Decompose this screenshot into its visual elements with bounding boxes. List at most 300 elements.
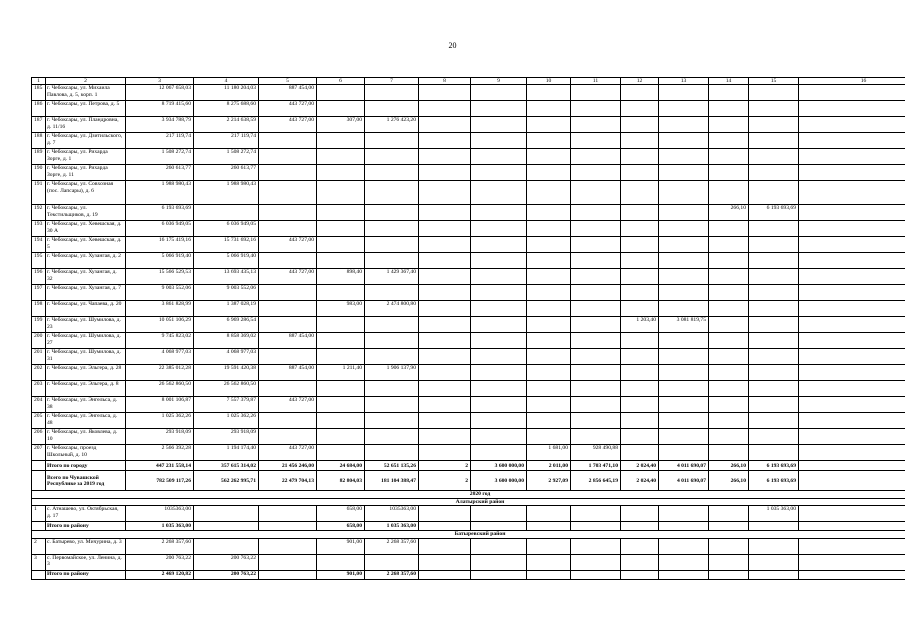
value-cell	[419, 413, 471, 429]
value-cell	[527, 397, 571, 413]
value-cell: 443 727,00	[259, 101, 317, 117]
value-cell	[799, 429, 905, 445]
value-cell	[527, 205, 571, 221]
value-cell	[659, 205, 709, 221]
value-cell: 887 454,00	[259, 333, 317, 349]
value-cell	[317, 429, 365, 445]
value-cell	[419, 429, 471, 445]
value-cell: 4 011 690,07	[659, 461, 709, 471]
total-row	[32, 522, 905, 531]
section-heading: Батыревский район	[32, 531, 905, 538]
table-row	[32, 381, 905, 397]
value-cell	[571, 133, 621, 149]
value-cell	[659, 445, 709, 461]
address-cell: г. Чебоксары, ул. Совхозная (пос. Лапсары), д. 6	[46, 181, 126, 205]
value-cell	[419, 538, 471, 554]
value-cell: 1 035 363,00	[365, 522, 419, 531]
value-cell	[419, 397, 471, 413]
value-cell	[621, 221, 659, 237]
page-number: 20	[448, 41, 457, 50]
value-cell: 1 988 980,43	[126, 181, 194, 205]
value-cell: 217 119,74	[126, 133, 194, 149]
value-cell	[571, 85, 621, 101]
value-cell	[259, 413, 317, 429]
value-cell	[365, 333, 419, 349]
column-number-row	[32, 78, 905, 85]
value-cell	[799, 381, 905, 397]
value-cell: 19 591 420,38	[194, 365, 259, 381]
capital-repair-table	[31, 77, 905, 580]
row-number: 191	[32, 181, 46, 205]
value-cell	[365, 445, 419, 461]
row-number: 190	[32, 165, 46, 181]
row-number: 201	[32, 349, 46, 365]
value-cell	[471, 165, 527, 181]
value-cell	[259, 285, 317, 301]
value-cell: 2 469 120,82	[126, 570, 194, 579]
value-cell	[621, 205, 659, 221]
value-cell	[527, 554, 571, 570]
address-cell: г. Чебоксары, ул. Шумилова, д. 31	[46, 349, 126, 365]
value-cell	[659, 133, 709, 149]
value-cell: 7 557 379,87	[194, 397, 259, 413]
table-row	[32, 301, 905, 317]
value-cell: 3 934 788,79	[126, 117, 194, 133]
value-cell: 1 429 367,40	[365, 269, 419, 285]
value-cell	[749, 253, 799, 269]
address-cell: с. Батырево, ул. Мичурина, д. 3	[46, 538, 126, 554]
column-number: 10	[527, 78, 571, 85]
value-cell	[749, 381, 799, 397]
value-cell: 10 051 106,29	[126, 317, 194, 333]
value-cell	[471, 149, 527, 165]
value-cell	[365, 101, 419, 117]
section-heading-row	[32, 498, 905, 505]
address-cell: Итого по району	[46, 522, 126, 531]
value-cell	[471, 570, 527, 579]
value-cell	[659, 429, 709, 445]
value-cell	[527, 317, 571, 333]
total-row	[32, 461, 905, 471]
value-cell: 658,00	[317, 522, 365, 531]
value-cell: 1 194 174,40	[194, 445, 259, 461]
value-cell	[749, 554, 799, 570]
value-cell: 3 600 000,00	[471, 471, 527, 491]
value-cell	[471, 349, 527, 365]
row-number	[32, 570, 46, 579]
value-cell	[471, 237, 527, 253]
row-number: 194	[32, 237, 46, 253]
value-cell: 15 566 529,53	[126, 269, 194, 285]
value-cell	[571, 365, 621, 381]
address-cell: г. Чебоксары, ул. Хузангая, д. 32	[46, 269, 126, 285]
value-cell	[527, 165, 571, 181]
value-cell: 26 562 860,50	[194, 381, 259, 397]
value-cell: 16 175 419,16	[126, 237, 194, 253]
value-cell	[571, 397, 621, 413]
value-cell: 5 066 919,40	[126, 253, 194, 269]
value-cell	[419, 381, 471, 397]
value-cell	[709, 413, 749, 429]
value-cell	[709, 269, 749, 285]
value-cell: 443 727,00	[259, 445, 317, 461]
value-cell	[709, 349, 749, 365]
value-cell	[527, 333, 571, 349]
value-cell	[471, 221, 527, 237]
value-cell	[259, 522, 317, 531]
row-number	[32, 522, 46, 531]
address-cell: г. Чебоксары, ул. Михаила Павлова, д. 5, корп. 1	[46, 85, 126, 101]
value-cell	[571, 413, 621, 429]
value-cell: 260 613,77	[126, 165, 194, 181]
column-number: 12	[621, 78, 659, 85]
value-cell	[621, 117, 659, 133]
address-cell: г. Чебоксары, ул. Дзитильского, д. 7	[46, 133, 126, 149]
value-cell	[709, 301, 749, 317]
address-cell: г. Чебоксары, ул. Яковлева, д. 10	[46, 429, 126, 445]
value-cell: 200 763,22	[126, 554, 194, 570]
value-cell	[659, 117, 709, 133]
value-cell	[571, 285, 621, 301]
value-cell	[799, 253, 905, 269]
row-number: 192	[32, 205, 46, 221]
table-row	[32, 333, 905, 349]
column-number: 2	[46, 78, 126, 85]
value-cell: 6 193 693,69	[749, 471, 799, 491]
value-cell	[419, 285, 471, 301]
value-cell: 21 456 246,00	[259, 461, 317, 471]
value-cell	[527, 253, 571, 269]
table-row	[32, 117, 905, 133]
value-cell	[527, 133, 571, 149]
value-cell	[571, 554, 621, 570]
value-cell	[365, 381, 419, 397]
value-cell	[471, 445, 527, 461]
value-cell	[571, 429, 621, 445]
value-cell	[749, 522, 799, 531]
address-cell: Всего по Чувашской Республике за 2019 год	[46, 471, 126, 491]
value-cell: 8 719 415,60	[126, 101, 194, 117]
value-cell	[527, 365, 571, 381]
value-cell	[527, 221, 571, 237]
value-cell	[799, 397, 905, 413]
row-number: 195	[32, 253, 46, 269]
value-cell	[259, 554, 317, 570]
value-cell	[194, 538, 259, 554]
value-cell	[527, 269, 571, 285]
row-number: 193	[32, 221, 46, 237]
value-cell	[799, 205, 905, 221]
address-cell: г. Чебоксары, ул. Рихарда Зорге, д. 11	[46, 165, 126, 181]
column-number: 16	[799, 78, 905, 85]
value-cell	[799, 538, 905, 554]
row-number	[32, 461, 46, 471]
value-cell	[365, 181, 419, 205]
table-row	[32, 85, 905, 101]
value-cell	[749, 149, 799, 165]
value-cell	[527, 181, 571, 205]
value-cell	[749, 101, 799, 117]
value-cell	[621, 397, 659, 413]
value-cell: 1 387 028,19	[194, 301, 259, 317]
value-cell	[365, 205, 419, 221]
value-cell	[259, 253, 317, 269]
value-cell: 1035363,00	[365, 506, 419, 522]
value-cell	[471, 101, 527, 117]
value-cell	[317, 317, 365, 333]
value-cell: 562 262 995,71	[194, 471, 259, 491]
value-cell	[571, 570, 621, 579]
address-cell: с. Атнашево, ул. Октябрьская, д. 17	[46, 506, 126, 522]
value-cell	[799, 317, 905, 333]
value-cell	[709, 554, 749, 570]
value-cell	[365, 285, 419, 301]
value-cell	[709, 181, 749, 205]
value-cell	[317, 181, 365, 205]
address-cell: Итого по городу	[46, 461, 126, 471]
value-cell	[621, 101, 659, 117]
value-cell: 13 693 435,13	[194, 269, 259, 285]
table-row	[32, 221, 905, 237]
value-cell	[527, 237, 571, 253]
value-cell	[799, 285, 905, 301]
value-cell	[799, 133, 905, 149]
value-cell	[259, 165, 317, 181]
value-cell	[571, 538, 621, 554]
value-cell: 983,00	[317, 301, 365, 317]
value-cell: 266,10	[709, 471, 749, 491]
value-cell	[659, 522, 709, 531]
value-cell: 1 906 137,90	[365, 365, 419, 381]
value-cell	[419, 117, 471, 133]
value-cell	[419, 237, 471, 253]
value-cell	[365, 149, 419, 165]
value-cell	[317, 397, 365, 413]
value-cell	[659, 413, 709, 429]
value-cell	[419, 554, 471, 570]
value-cell	[571, 317, 621, 333]
value-cell	[419, 101, 471, 117]
value-cell	[317, 101, 365, 117]
value-cell	[317, 349, 365, 365]
value-cell: 200 763,22	[194, 554, 259, 570]
value-cell	[621, 149, 659, 165]
row-number: 206	[32, 429, 46, 445]
address-cell: г. Чебоксары, ул. Эльгера, д. 28	[46, 365, 126, 381]
column-number: 7	[365, 78, 419, 85]
value-cell	[527, 149, 571, 165]
value-cell	[471, 181, 527, 205]
value-cell	[471, 333, 527, 349]
value-cell	[799, 165, 905, 181]
row-number: 203	[32, 381, 46, 397]
value-cell: 1 508 272,74	[194, 149, 259, 165]
address-cell: г. Чебоксары, ул. Энгельса, д. 38	[46, 397, 126, 413]
value-cell	[799, 181, 905, 205]
address-cell: г. Чебоксары, ул. Чапаева, д. 20	[46, 301, 126, 317]
value-cell: 2 856 645,19	[571, 471, 621, 491]
row-number: 185	[32, 85, 46, 101]
value-cell	[471, 538, 527, 554]
value-cell	[659, 381, 709, 397]
value-cell	[527, 285, 571, 301]
column-number: 14	[709, 78, 749, 85]
value-cell	[621, 85, 659, 101]
value-cell	[571, 349, 621, 365]
table-row	[32, 149, 905, 165]
value-cell: 8 001 106,87	[126, 397, 194, 413]
address-cell: г. Чебоксары, ул. Шумилова, д. 23	[46, 317, 126, 333]
value-cell	[749, 221, 799, 237]
value-cell	[659, 285, 709, 301]
value-cell	[471, 522, 527, 531]
section-heading-row	[32, 531, 905, 538]
value-cell: 901,00	[317, 538, 365, 554]
value-cell	[749, 445, 799, 461]
value-cell	[317, 333, 365, 349]
value-cell	[621, 237, 659, 253]
value-cell	[749, 349, 799, 365]
value-cell	[799, 301, 905, 317]
address-cell: г. Чебоксары, ул. Шумилова, д. 27	[46, 333, 126, 349]
table-row	[32, 133, 905, 149]
table-row	[32, 413, 905, 429]
value-cell	[471, 429, 527, 445]
total-row	[32, 570, 905, 579]
value-cell	[709, 333, 749, 349]
value-cell	[471, 413, 527, 429]
value-cell: 1 681,00	[527, 445, 571, 461]
value-cell: 2 474 800,80	[365, 301, 419, 317]
value-cell: 5 066 919,40	[194, 253, 259, 269]
row-number: 199	[32, 317, 46, 333]
value-cell	[709, 165, 749, 181]
value-cell	[419, 522, 471, 531]
value-cell: 6 193 693,69	[126, 205, 194, 221]
value-cell	[621, 301, 659, 317]
value-cell: 1 703 471,10	[571, 461, 621, 471]
value-cell	[621, 381, 659, 397]
value-cell: 266,10	[709, 461, 749, 471]
value-cell: 9 003 552,06	[126, 285, 194, 301]
value-cell	[471, 301, 527, 317]
value-cell	[799, 85, 905, 101]
value-cell	[259, 149, 317, 165]
value-cell	[799, 269, 905, 285]
value-cell	[709, 381, 749, 397]
value-cell	[259, 205, 317, 221]
table-row	[32, 317, 905, 333]
value-cell: 6 193 693,69	[749, 205, 799, 221]
value-cell	[749, 429, 799, 445]
value-cell	[259, 133, 317, 149]
value-cell	[419, 181, 471, 205]
value-cell	[365, 165, 419, 181]
value-cell: 2 024,40	[621, 471, 659, 491]
address-cell: г. Чебоксары, ул. Пландровна, д. 11/16	[46, 117, 126, 133]
value-cell: 2 268 357,60	[365, 570, 419, 579]
table-row	[32, 253, 905, 269]
value-cell	[527, 301, 571, 317]
value-cell	[571, 506, 621, 522]
value-cell	[749, 285, 799, 301]
column-number: 11	[571, 78, 621, 85]
value-cell: 24 684,00	[317, 461, 365, 471]
value-cell	[749, 181, 799, 205]
value-cell: 3 600 000,00	[471, 461, 527, 471]
value-cell	[317, 285, 365, 301]
value-cell: 4 068 977,03	[194, 349, 259, 365]
value-cell: 447 231 558,14	[126, 461, 194, 471]
value-cell: 443 727,00	[259, 269, 317, 285]
value-cell	[659, 269, 709, 285]
value-cell	[259, 429, 317, 445]
address-cell: г. Чебоксары, ул. Рихарда Зорге, д. 1	[46, 149, 126, 165]
table-row	[32, 285, 905, 301]
value-cell	[419, 269, 471, 285]
value-cell	[527, 429, 571, 445]
row-number: 204	[32, 397, 46, 413]
value-cell: 1 203,40	[621, 317, 659, 333]
value-cell	[317, 165, 365, 181]
value-cell: 2 214 638,59	[194, 117, 259, 133]
value-cell	[571, 117, 621, 133]
value-cell	[659, 181, 709, 205]
value-cell	[621, 133, 659, 149]
row-number: 205	[32, 413, 46, 429]
value-cell: 1 035 363,00	[749, 506, 799, 522]
value-cell	[419, 221, 471, 237]
value-cell	[799, 522, 905, 531]
table-row	[32, 445, 905, 461]
value-cell	[799, 117, 905, 133]
row-number: 197	[32, 285, 46, 301]
value-cell: 217 119,74	[194, 133, 259, 149]
row-number: 186	[32, 101, 46, 117]
value-cell	[621, 538, 659, 554]
value-cell: 901,00	[317, 570, 365, 579]
value-cell	[317, 381, 365, 397]
value-cell	[471, 253, 527, 269]
value-cell	[709, 317, 749, 333]
value-cell	[749, 85, 799, 101]
column-number: 6	[317, 78, 365, 85]
value-cell	[471, 381, 527, 397]
value-cell: 293 918,09	[126, 429, 194, 445]
value-cell: 3 861 828,99	[126, 301, 194, 317]
value-cell	[799, 349, 905, 365]
value-cell	[749, 333, 799, 349]
value-cell	[621, 181, 659, 205]
value-cell	[571, 301, 621, 317]
row-number: 202	[32, 365, 46, 381]
value-cell: 2	[419, 471, 471, 491]
value-cell	[621, 333, 659, 349]
value-cell	[749, 317, 799, 333]
value-cell	[799, 221, 905, 237]
value-cell	[365, 397, 419, 413]
value-cell	[471, 85, 527, 101]
value-cell	[471, 365, 527, 381]
value-cell	[317, 554, 365, 570]
value-cell: 2 024,40	[621, 461, 659, 471]
value-cell: 22 479 704,13	[259, 471, 317, 491]
value-cell	[659, 253, 709, 269]
value-cell: 8 275 688,60	[194, 101, 259, 117]
value-cell	[709, 133, 749, 149]
value-cell	[571, 522, 621, 531]
value-cell: 6 969 286,54	[194, 317, 259, 333]
